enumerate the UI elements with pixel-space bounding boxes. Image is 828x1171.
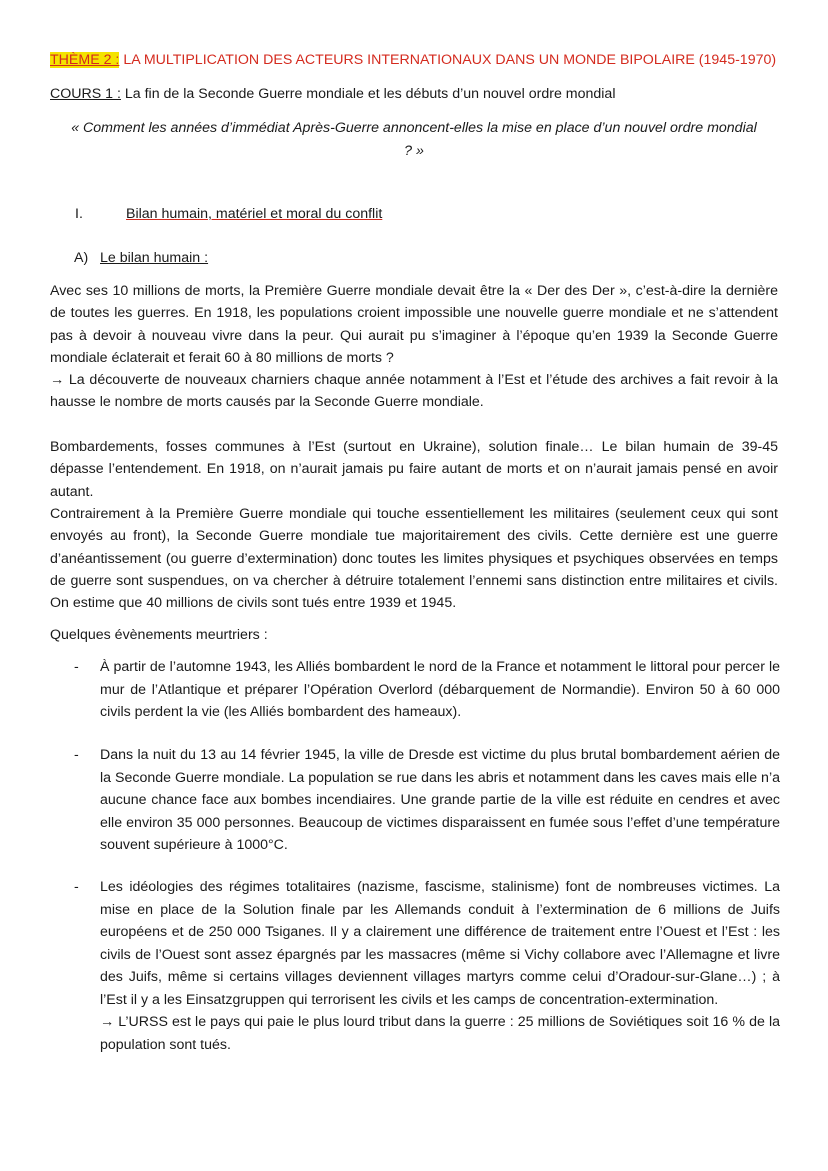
list-item-text: Dans la nuit du 13 au 14 février 1945, la ville de Dresde est victime du plus brutal bombardement aérien de la Seconde Guerre mondiale. La population se rue dans les abris et notamment dans les caves mais elle n’a aucune chance face aux bombes incendiaires. Une grande partie de la ville est réduite en cendres et avec elle environ 35 000 personnes. Beaucoup de victimes disparaissent en fumée sous l’effet d’une température souvent supérieure à 1000°C. (100, 747, 780, 853)
subsection-heading (74, 250, 208, 266)
subsection-number: A) (74, 250, 89, 266)
list-item (74, 744, 780, 857)
cours-label: COURS 1 : (50, 86, 121, 102)
theme-label: THÈME 2 : (50, 52, 120, 68)
paragraph-arrow-note: → La découverte de nouveaux charniers chaque année notamment à l’Est et l’étude des archives a fait revoir à la hausse le nombre de morts causés par la Seconde Guerre mondiale. (50, 372, 778, 411)
cours-title: La fin de la Seconde Guerre mondiale et les débuts d’un nouvel ordre mondial (120, 86, 616, 102)
paragraph-intro (50, 280, 778, 414)
theme-title: LA MULTIPLICATION DES ACTEURS INTERNATIONAUX DANS UN MONDE BIPOLAIRE (1945-1970) (119, 52, 777, 68)
list-item (74, 876, 780, 1056)
paragraph-bombardements: Bombardements, fosses communes à l’Est (surtout en Ukraine), solution finale… Le bilan humain de 39-45 dépasse l’entendement. En 1918, on n’aurait jamais pu faire autant de morts et on n’aurait jamais pensé en avoir autant. (50, 439, 778, 500)
list-item-text: Les idéologies des régimes totalitaires (nazisme, fascisme, stalinisme) font de nombreuses victimes. La mise en place de la Solution finale par les Allemands conduit à l’extermination de 6 millions de Juifs européens et de 250 000 Tsiganes. Il y a clairement une différence de traitement entre l’Ouest et l’Est : les civils de l’Ouest sont assez épargnés par les massacres (même si Vichy collabore avec l’Allemagne et livre des Juifs, même si certains villages deviennent villages martyrs comme celui d’Oradour-sur-Glane…) ; à l’Est il y a les Einsatzgruppen qui terrorisent les civils et les camps de concentration-extermination. (100, 879, 780, 1008)
problematic-question: « Comment les années d’immédiat Après-Guerre annoncent-elles la mise en place d’un nouvel ordre mondial ? » (71, 120, 757, 159)
paragraph-civils: Contrairement à la Première Guerre mondiale qui touche essentiellement les militaires (seulement ceux qui sont envoyés au front), la Seconde Guerre mondiale tue majoritairement des civils. Cette dernière est une guerre d’anéantissement (ou guerre d’extermination) donc toutes les limites physiques et psychiques observées en temps de guerre sont suspendues, on va chercher à détruire totalement l’ennemi sans distinction entre militaires et civils. On estime que 40 millions de civils sont tués entre 1939 et 1945. (50, 506, 778, 612)
section-heading (75, 206, 382, 222)
theme-heading (50, 52, 790, 68)
section-title: Bilan humain, matériel et moral du conflit (126, 206, 383, 222)
cours-heading (50, 86, 790, 102)
paragraph-evenements-label: Quelques évènements meurtriers : (50, 627, 268, 643)
bullet-dash: - (74, 659, 79, 675)
section-number: I. (75, 206, 83, 222)
list-item (74, 656, 780, 724)
paragraph-text: Avec ses 10 millions de morts, la Première Guerre mondiale devait être la « Der des Der », c’est-à-dire la dernière de toutes les guerres. En 1918, les populations croient impossible une nouvelle guerre mondiale et ne s’attendent pas à devoir à nouveau vivre dans la peur. Qui aurait pu s’imaginer à l’époque qu’en 1939 la Seconde Guerre mondiale éclaterait et ferait 60 à 80 millions de morts ? (50, 283, 778, 366)
bullet-dash: - (74, 879, 79, 895)
list-item-text: À partir de l’automne 1943, les Alliés bombardent le nord de la France et notamment le littoral pour percer le mur de l’Atlantique et préparer l’Opération Overlord (débarquement de Normandie). Environ 50 à 60 000 civils perdent la vie (les Alliés bombardent des hameaux). (100, 659, 780, 720)
bullet-dash: - (74, 747, 79, 763)
subsection-title: Le bilan humain : (100, 250, 209, 266)
list-item-arrow-note: → L’URSS est le pays qui paie le plus lourd tribut dans la guerre : 25 millions de Soviétiques soit 16 % de la population sont tués. (100, 1014, 780, 1053)
